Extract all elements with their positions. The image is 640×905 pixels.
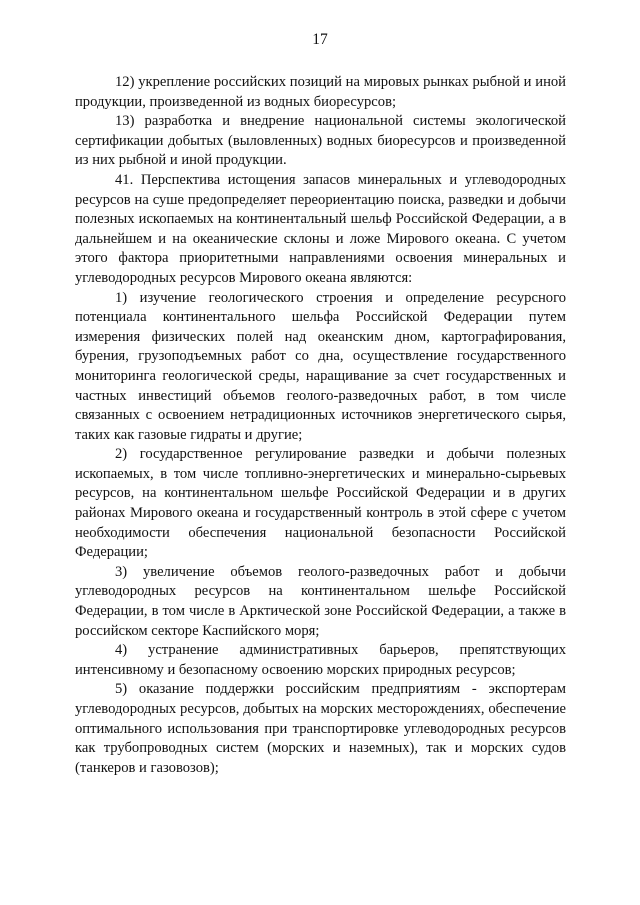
paragraph-item-12: 12) укрепление российских позиций на мировых рынках рыбной и иной продукции, произведенной из водных биоресурсов; bbox=[75, 74, 566, 110]
paragraph-item-13: 13) разработка и внедрение национальной системы экологической сертификации добытых (выловленных) водных биоресурсов и произведенной из них рыбной и иной продукции. bbox=[75, 113, 566, 169]
paragraph-item-2: 2) государственное регулирование разведки и добычи полезных ископаемых, в том числе топливно-энергетических и минерально-сырьевых ресурсов, на континентальном шельфе Российской Федерации и в других районах Мирового океана и государственный контроль в этой сфере с учетом необходимости обеспечения национальной безопасности Российской Федерации; bbox=[75, 446, 566, 561]
paragraph-item-4: 4) устранение административных барьеров, препятствующих интенсивному и безопасному освоению морских природных ресурсов; bbox=[75, 642, 566, 678]
page-number: 17 bbox=[312, 31, 328, 48]
paragraph-item-1: 1) изучение геологического строения и определение ресурсного потенциала континентального шельфа Российской Федерации путем измерения физических полей над океанским дном, картографирования, бурения, грузоподъемных работ со дна, осуществление государственного мониторинга геологической среды, наращивание за счет государственных и частных инвестиций объемов геолого-разведочных работ, в том числе связанных с освоением нетрадиционных источников энергетического сырья, таких как газовые гидраты и другие; bbox=[75, 289, 566, 443]
paragraph-item-5: 5) оказание поддержки российским предприятиям - экспортерам углеводородных ресурсов, добытых на морских месторождениях, обеспечение оптимального использования при транспортировке углеводородных ресурсов как трубопроводных систем (морских и наземных), так и морских судов (танкеров и газовозов); bbox=[75, 681, 566, 776]
paragraph-item-3: 3) увеличение объемов геолого-разведочных работ и добычи углеводородных ресурсов на континентальном шельфе Российской Федерации, в том числе в Арктической зоне Российской Федерации, а также в российском секторе Каспийского моря; bbox=[75, 563, 566, 639]
paragraph-section-41: 41. Перспектива истощения запасов минеральных и углеводородных ресурсов на суше предопределяет переориентацию поиска, разведки и добычи полезных ископаемых на континентальный шельф Российской Федерации, а в дальнейшем и на океанические склоны и ложе Мирового океана. С учетом этого фактора приоритетными направлениями освоения минеральных и углеводородных ресурсов Мирового океана являются: bbox=[75, 171, 566, 286]
document-body bbox=[75, 73, 566, 778]
